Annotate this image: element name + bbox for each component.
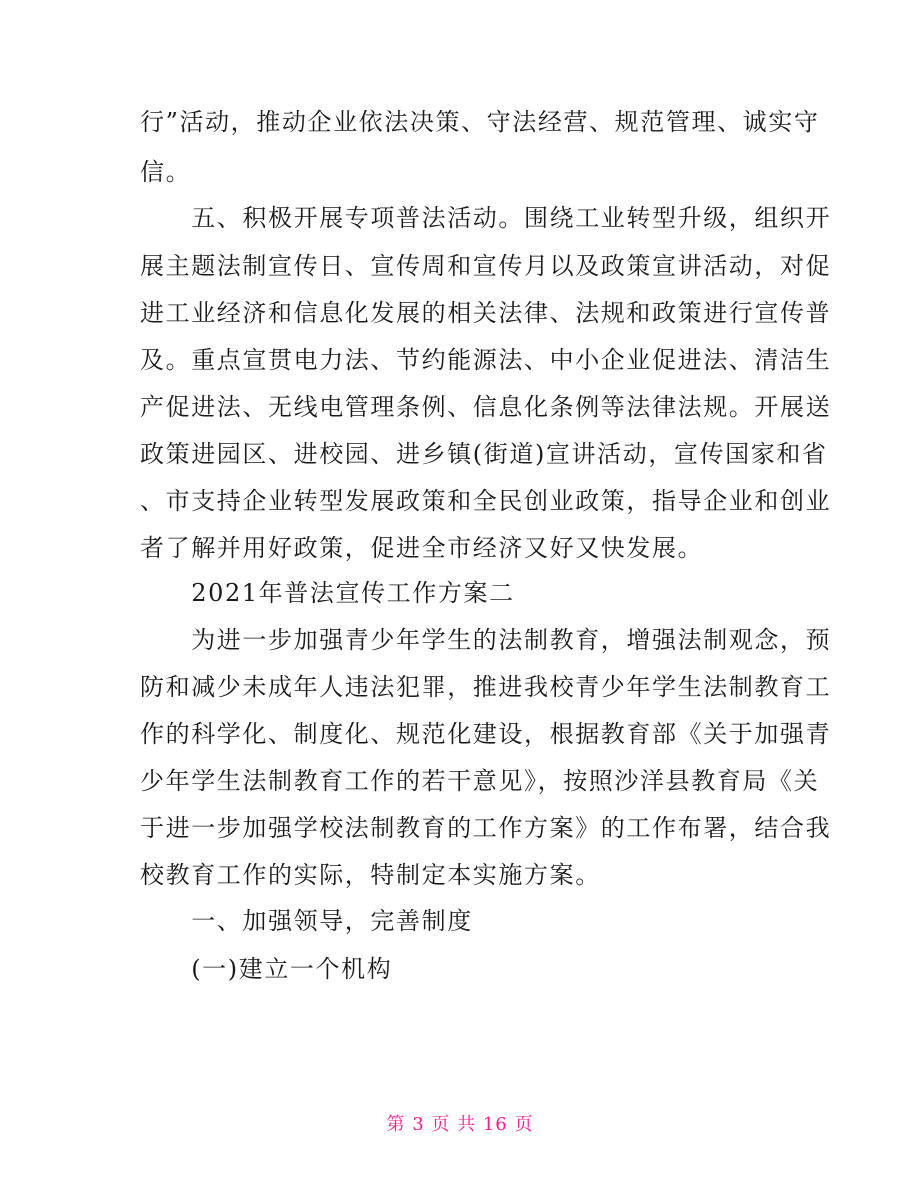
text-line: 五、积极开展专项普法活动。围绕工业转型升级，组织开	[140, 204, 832, 232]
text-line: 为进一步加强青少年学生的法制教育，增强法制观念，预	[140, 626, 832, 654]
subsection-heading: (一)建立一个机构	[140, 955, 393, 983]
text-line: 产促进法、无线电管理条例、信息化条例等法律法规。开展送	[140, 393, 832, 421]
text-line: 政策进园区、进校园、进乡镇(街道)宣讲活动，宣传国家和省	[140, 440, 828, 468]
text-line: 于进一步加强学校法制教育的工作方案》的工作布署，结合我	[140, 814, 832, 842]
page-number-footer: 第 3 页 共 16 页	[386, 1114, 534, 1135]
text-line: 少年学生法制教育工作的若干意见》，按照沙洋县教育局《关	[140, 767, 820, 795]
text-line: 进工业经济和信息化发展的相关法律、法规和政策进行宣传普	[140, 299, 832, 327]
text-line: 校教育工作的实际，特制定本实施方案。	[140, 861, 601, 889]
text-line: 行”活动，推动企业依法决策、守法经营、规范管理、诚实守	[140, 108, 820, 136]
section-heading: 2021年普法宣传工作方案二	[140, 579, 515, 607]
text-line: 及。重点宣贯电力法、节约能源法、中小企业促进法、清洁生	[140, 346, 832, 374]
text-line: 者了解并用好政策，促进全市经济又好又快发展。	[140, 534, 704, 562]
text-line: 展主题法制宣传日、宣传周和宣传月以及政策宣讲活动，对促	[140, 252, 832, 280]
section-heading: 一、加强领导，完善制度	[140, 907, 473, 935]
text-line: 防和减少未成年人违法犯罪，推进我校青少年学生法制教育工	[140, 673, 832, 701]
text-line: 信。	[140, 158, 192, 186]
text-line: 、市支持企业转型发展政策和全民创业政策，指导企业和创业	[140, 487, 832, 515]
text-line: 作的科学化、制度化、规范化建设，根据教育部《关于加强青	[140, 720, 832, 748]
